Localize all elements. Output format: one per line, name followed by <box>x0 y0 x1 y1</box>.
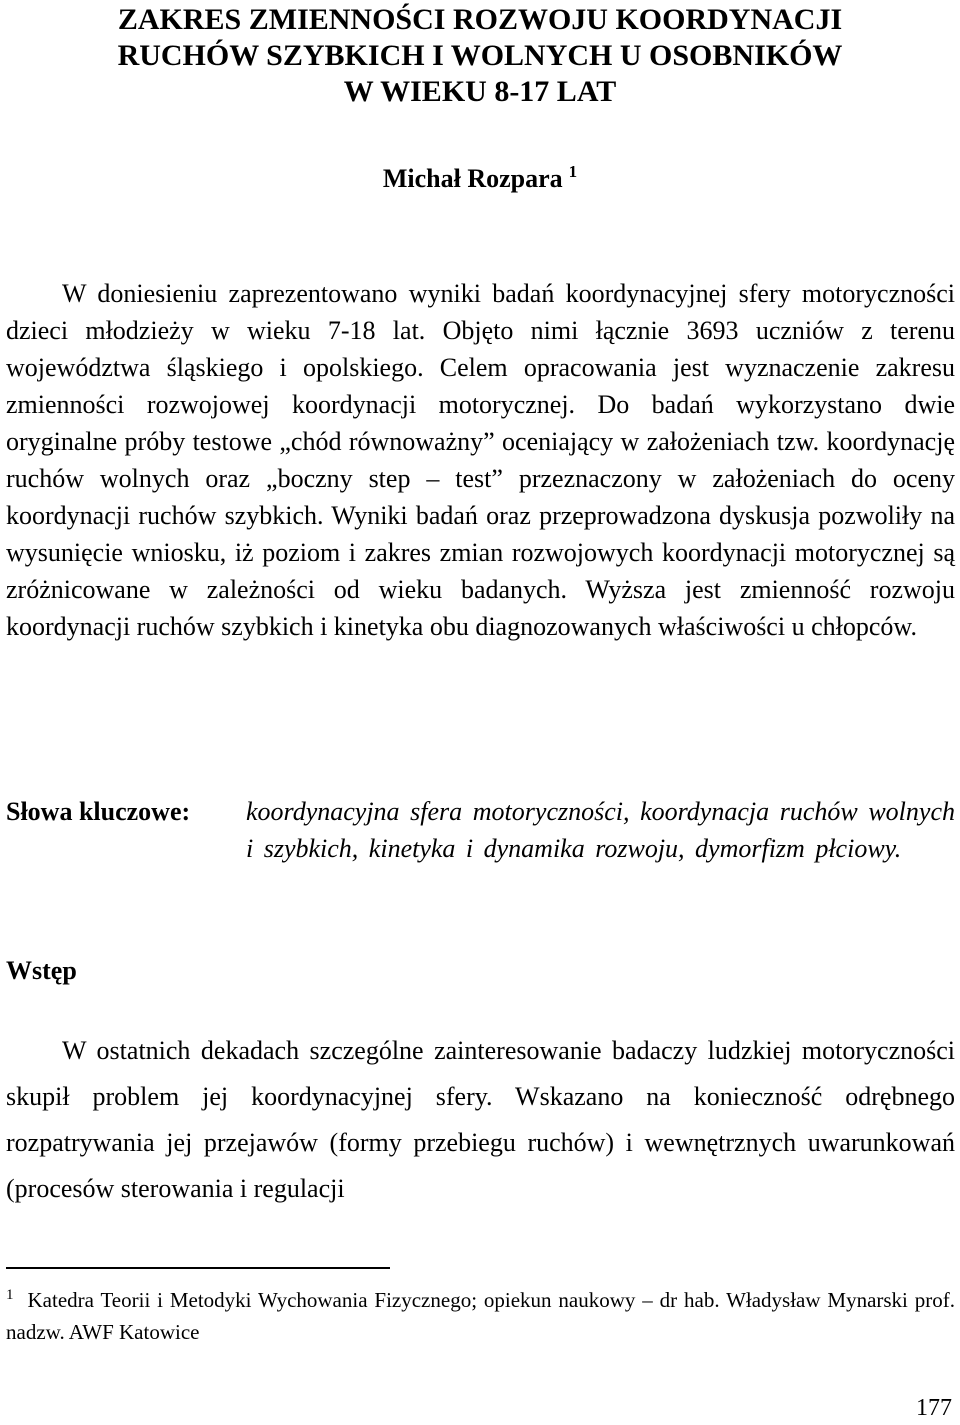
title-line: RUCHÓW SZYBKICH I WOLNYCH U OSOBNIKÓW <box>117 39 843 72</box>
keywords-text: koordynacyjna sfera motoryczności, koordynacja ruchów wolnych i szybkich, kinetyka i dynamika rozwoju, dymorfizm płciowy. <box>246 797 955 863</box>
title-line: W WIEKU 8-17 LAT <box>343 75 617 108</box>
section-body <box>6 1028 955 1212</box>
keywords-label: Słowa kluczowe: <box>6 797 191 826</box>
page-number: 177 <box>916 1395 952 1421</box>
section-paragraph: W ostatnich dekadach szczególne zainteresowanie badaczy ludzkiej motoryczności skupił problem jej koordynacyjnej sfery. Wskazano na konieczność odrębnego rozpatrywania jej przejawów (formy przebiegu ruchów) i wewnętrznych uwarunkowań (procesów sterowania i regulacji <box>6 1036 955 1203</box>
footnote-separator <box>6 1267 390 1269</box>
author-name: Michał Rozpara <box>382 164 563 193</box>
footnote <box>6 1284 955 1348</box>
footnote-text: Katedra Teorii i Metodyki Wychowania Fizycznego; opiekun naukowy – dr hab. Władysław Mynarski prof. nadzw. AWF Katowice <box>6 1288 955 1344</box>
section-heading: Wstęp <box>6 956 77 985</box>
author-line <box>0 162 960 196</box>
title-line: ZAKRES ZMIENNOŚCI ROZWOJU KOORDYNACJI <box>117 3 843 36</box>
author-footnote-mark: 1 <box>568 162 578 181</box>
abstract <box>6 275 955 645</box>
paper-title <box>0 2 960 110</box>
footnote-mark: 1 <box>6 1287 14 1303</box>
abstract-text: W doniesieniu zaprezentowano wyniki badań koordynacyjnej sfery motoryczności dzieci młodzieży w wieku 7-18 lat. Objęto nimi łącznie 3693 uczniów z terenu województwa śląskiego i opolskiego. Celem opracowania jest wyznaczenie zakresu zmienności rozwojowej koordynacji motorycznej. Do badań wykorzystano dwie oryginalne próby testowe „chód równoważny” oceniający w założeniach tzw. koordynację ruchów wolnych oraz „boczny step – test” przeznaczony w założeniach do oceny koordynacji ruchów szybkich. Wyniki badań oraz przeprowadzona dyskusja pozwoliły na wysunięcie wniosku, iż poziom i zakres zmian rozwojowych koordynacji motorycznej są zróżnicowane w zależności od wieku badanych. Wyższa jest zmienność rozwoju koordynacji ruchów szybkich i kinetyka obu diagnozowanych właściwości u chłopców. <box>6 279 955 641</box>
